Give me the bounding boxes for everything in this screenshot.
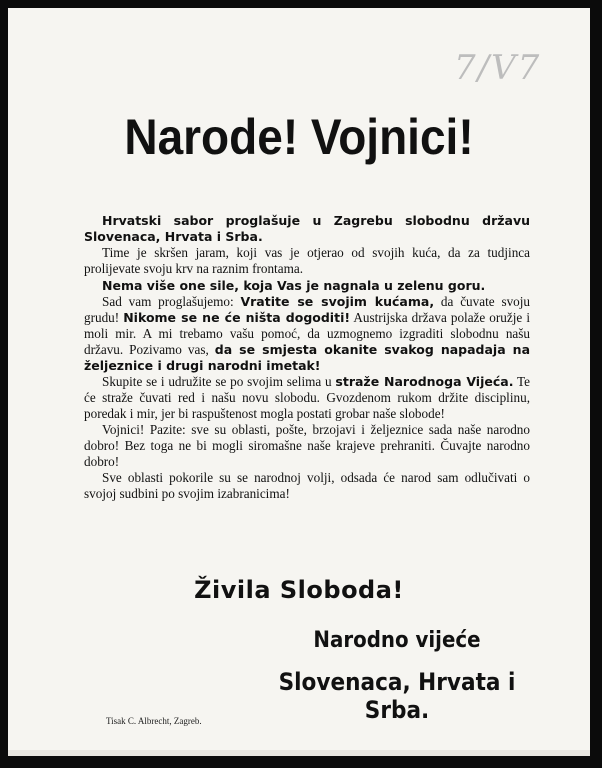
poster-title: Narode! Vojnici! [124,109,474,165]
p5-guards: straže Narodnoga Vijeća. [335,374,514,389]
p4-return-home: Vratite se svojim kućama, [240,294,435,309]
paragraph-5 [84,374,530,422]
paragraph-6: Vojnici! Pazite: sve su oblasti, pošte, brzojavi i željeznice sada naše narodno dobro! Bez toga ne bi mogli siromašne naše krajeve prehraniti. Čuvajte narodno dobro! [84,422,530,469]
p4-guard-land: da čuvate svoju grudu! [84,294,531,325]
poster-sheet [8,8,590,756]
p4-stop-attacks: da se smjesta okanite svakog napadaja na željeznice i drugi narodni imetak! [84,342,531,373]
p5-rest: Te će straže čuvati red i našu novu slobodu. Gvozdenom rukom držite disciplinu, poredak i mir, jer bi raspuštenost mogla postati grobar naše slobode! [84,374,530,421]
paragraph-4 [84,294,530,374]
paragraph-7: Sve oblasti pokorile su se narodnoj volji, odsada će narod sam odlučivati o svojoj sudbini po svojim izabranicima! [84,470,530,501]
p4-middle: Austrijska država polaže oružje i moli mir. A mi trebamo vašu pomoć, da uzmognemo izgraditi slobodnu našu državu. Pozivamo vas, [84,310,530,357]
paragraph-1: Hrvatski sabor proglašuje u Zagrebu slobodnu državu Slovenaca, Hrvata i Srba. [84,213,530,244]
paragraph-3: Nema više one sile, koja Vas je nagnala u zelenu goru. [102,278,486,293]
paragraph-2: Time je skršen jaram, koji vas je otjerao od svojih kuća, da za tudjinca prolijevate svoju krv na raznim frontama. [84,245,530,276]
proclamation-body [84,213,530,502]
p5-intro: Skupite se i udružite se po svojim selima u [102,374,336,389]
printer-imprint: Tisak C. Albrecht, Zagreb. [106,716,202,726]
handwritten-annotation: 7/V7 [454,48,542,88]
signature-line-1: Narodno vijeće [313,628,481,653]
slogan: Živila Sloboda! [194,576,404,604]
p4-no-harm: Nikome se ne će ništa dogoditi! [123,310,351,325]
p4-intro: Sad vam proglašujemo: [102,294,241,309]
signature-line-2: Slovenaca, Hrvata i Srba. [278,668,516,724]
